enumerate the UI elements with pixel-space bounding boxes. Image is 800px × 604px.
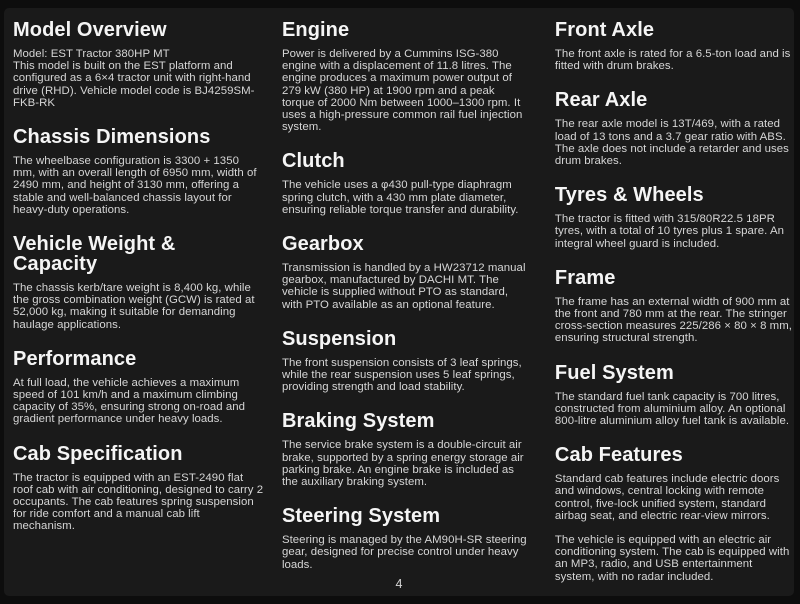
section-heading: Vehicle Weight & Capacity — [13, 233, 176, 276]
section-heading: Braking System — [281, 410, 435, 433]
section-heading: Fuel System — [554, 361, 674, 384]
section-paragraph: The front suspension consists of 3 leaf springs, while the rear suspension uses 5 leaf springs, providing strength and load stability. — [281, 356, 522, 394]
section-heading: Gearbox — [281, 233, 364, 256]
section-paragraph: Transmission is handled by a HW23712 manual gearbox, manufactured by DACHI MT. The vehicle is supplied without PTO as standard, with PTO available as an optional feature. — [281, 262, 526, 311]
section-heading: Steering System — [281, 505, 441, 528]
section-paragraph: Model: EST Tractor 380HP MT This model is built on the EST platform and configured as a 6×4 tractor unit with right-hand drive (RHD). Vehicle model code is BJ4259SM-FKB-RK — [13, 48, 255, 109]
section-paragraph: The tractor is fitted with 315/80R22.5 18PR tyres, with a total of 10 tyres plus 1 spare. An integral wheel guard is included. — [554, 213, 784, 250]
columns-container — [4, 8, 794, 583]
section-paragraph: The vehicle uses a φ430 pull-type diaphragm spring clutch, with a 430 mm plate diameter, ensuring reliable torque transfer and durability. — [281, 179, 519, 216]
section-heading: Rear Axle — [554, 89, 648, 112]
section-paragraph: The vehicle is equipped with an electric air conditioning system. The cab is equipped with an MP3, radio, and USB entertainment system, with no radar included. — [554, 534, 790, 583]
section-paragraph: The service brake system is a double-circuit air brake, supported by a spring energy storage air parking brake. An engine brake is included as the auxiliary braking system. — [281, 439, 524, 489]
section-heading: Cab Specification — [13, 442, 183, 465]
section-heading: Model Overview — [13, 19, 167, 41]
section-paragraph: The rear axle model is 13T/469, with a rated load of 13 tons and a 3.7 gear ratio with ABS. The axle does not include a retarder and uses drum brakes. — [554, 118, 789, 168]
column-1 — [13, 20, 264, 583]
section-paragraph: The standard fuel tank capacity is 700 litres, constructed from aluminium alloy. An optional 800-litre aluminium alloy fuel tank is available. — [554, 390, 790, 428]
column-3 — [555, 20, 794, 583]
section-heading: Frame — [554, 266, 616, 289]
section-paragraph: Power is delivered by a Cummins ISG-380 engine with a displacement of 11.8 litres. The engine produces a maximum power output of 279 kW (380 HP) at 1900 rpm and a peak torque of 2000 Nm between 1000–1300 rpm. It uses a high-pressure common rail fuel injection system. — [281, 48, 523, 134]
section-paragraph: The tractor is equipped with an EST-2490 flat roof cab with air conditioning, designed to carry 2 occupants. The cab features spring suspension for ride comfort and a manual cab lift mechanism. — [13, 471, 264, 533]
section-heading: Clutch — [281, 150, 345, 173]
section-heading: Performance — [13, 347, 137, 370]
section-paragraph: The front axle is rated for a 6.5-ton load and is fitted with drum brakes. — [554, 48, 791, 73]
section-paragraph: The frame has an external width of 900 mm at the front and 780 mm at the rear. The stringer cross-section measures 225/286 × 80 × 8 mm, ensuring structural strength. — [554, 295, 792, 345]
document-page — [4, 8, 794, 596]
section-paragraph: The chassis kerb/tare weight is 8,400 kg, while the gross combination weight (GCW) is rated at 52,000 kg, making it suitable for demanding haulage applications. — [13, 282, 255, 331]
section-heading: Suspension — [281, 327, 397, 350]
column-2 — [282, 20, 529, 583]
section-heading: Tyres & Wheels — [554, 184, 704, 207]
section-heading: Chassis Dimensions — [13, 126, 211, 149]
section-paragraph: Standard cab features include electric doors and windows, central locking with remote control, five-lock unified system, standard airbag seat, and electric rear-view mirrors. — [554, 473, 780, 522]
section-paragraph: Steering is managed by the AM90H-SR steering gear, designed for precise control under heavy loads. — [281, 534, 527, 571]
section-paragraph: The wheelbase configuration is 3300 + 1350 mm, with an overall length of 6950 mm, width of 2490 mm, and height of 3130 mm, offering a stable and well-balanced chassis layout for heavy-duty operations. — [13, 155, 257, 216]
section-paragraph: At full load, the vehicle achieves a maximum speed of 101 km/h and a maximum climbing capacity of 35%, ensuring strong on-road and gradient performance under heavy loads. — [13, 376, 246, 426]
page-number: 4 — [395, 577, 403, 591]
section-heading: Front Axle — [554, 19, 655, 41]
section-heading: Cab Features — [554, 444, 683, 467]
section-heading: Engine — [281, 19, 350, 41]
